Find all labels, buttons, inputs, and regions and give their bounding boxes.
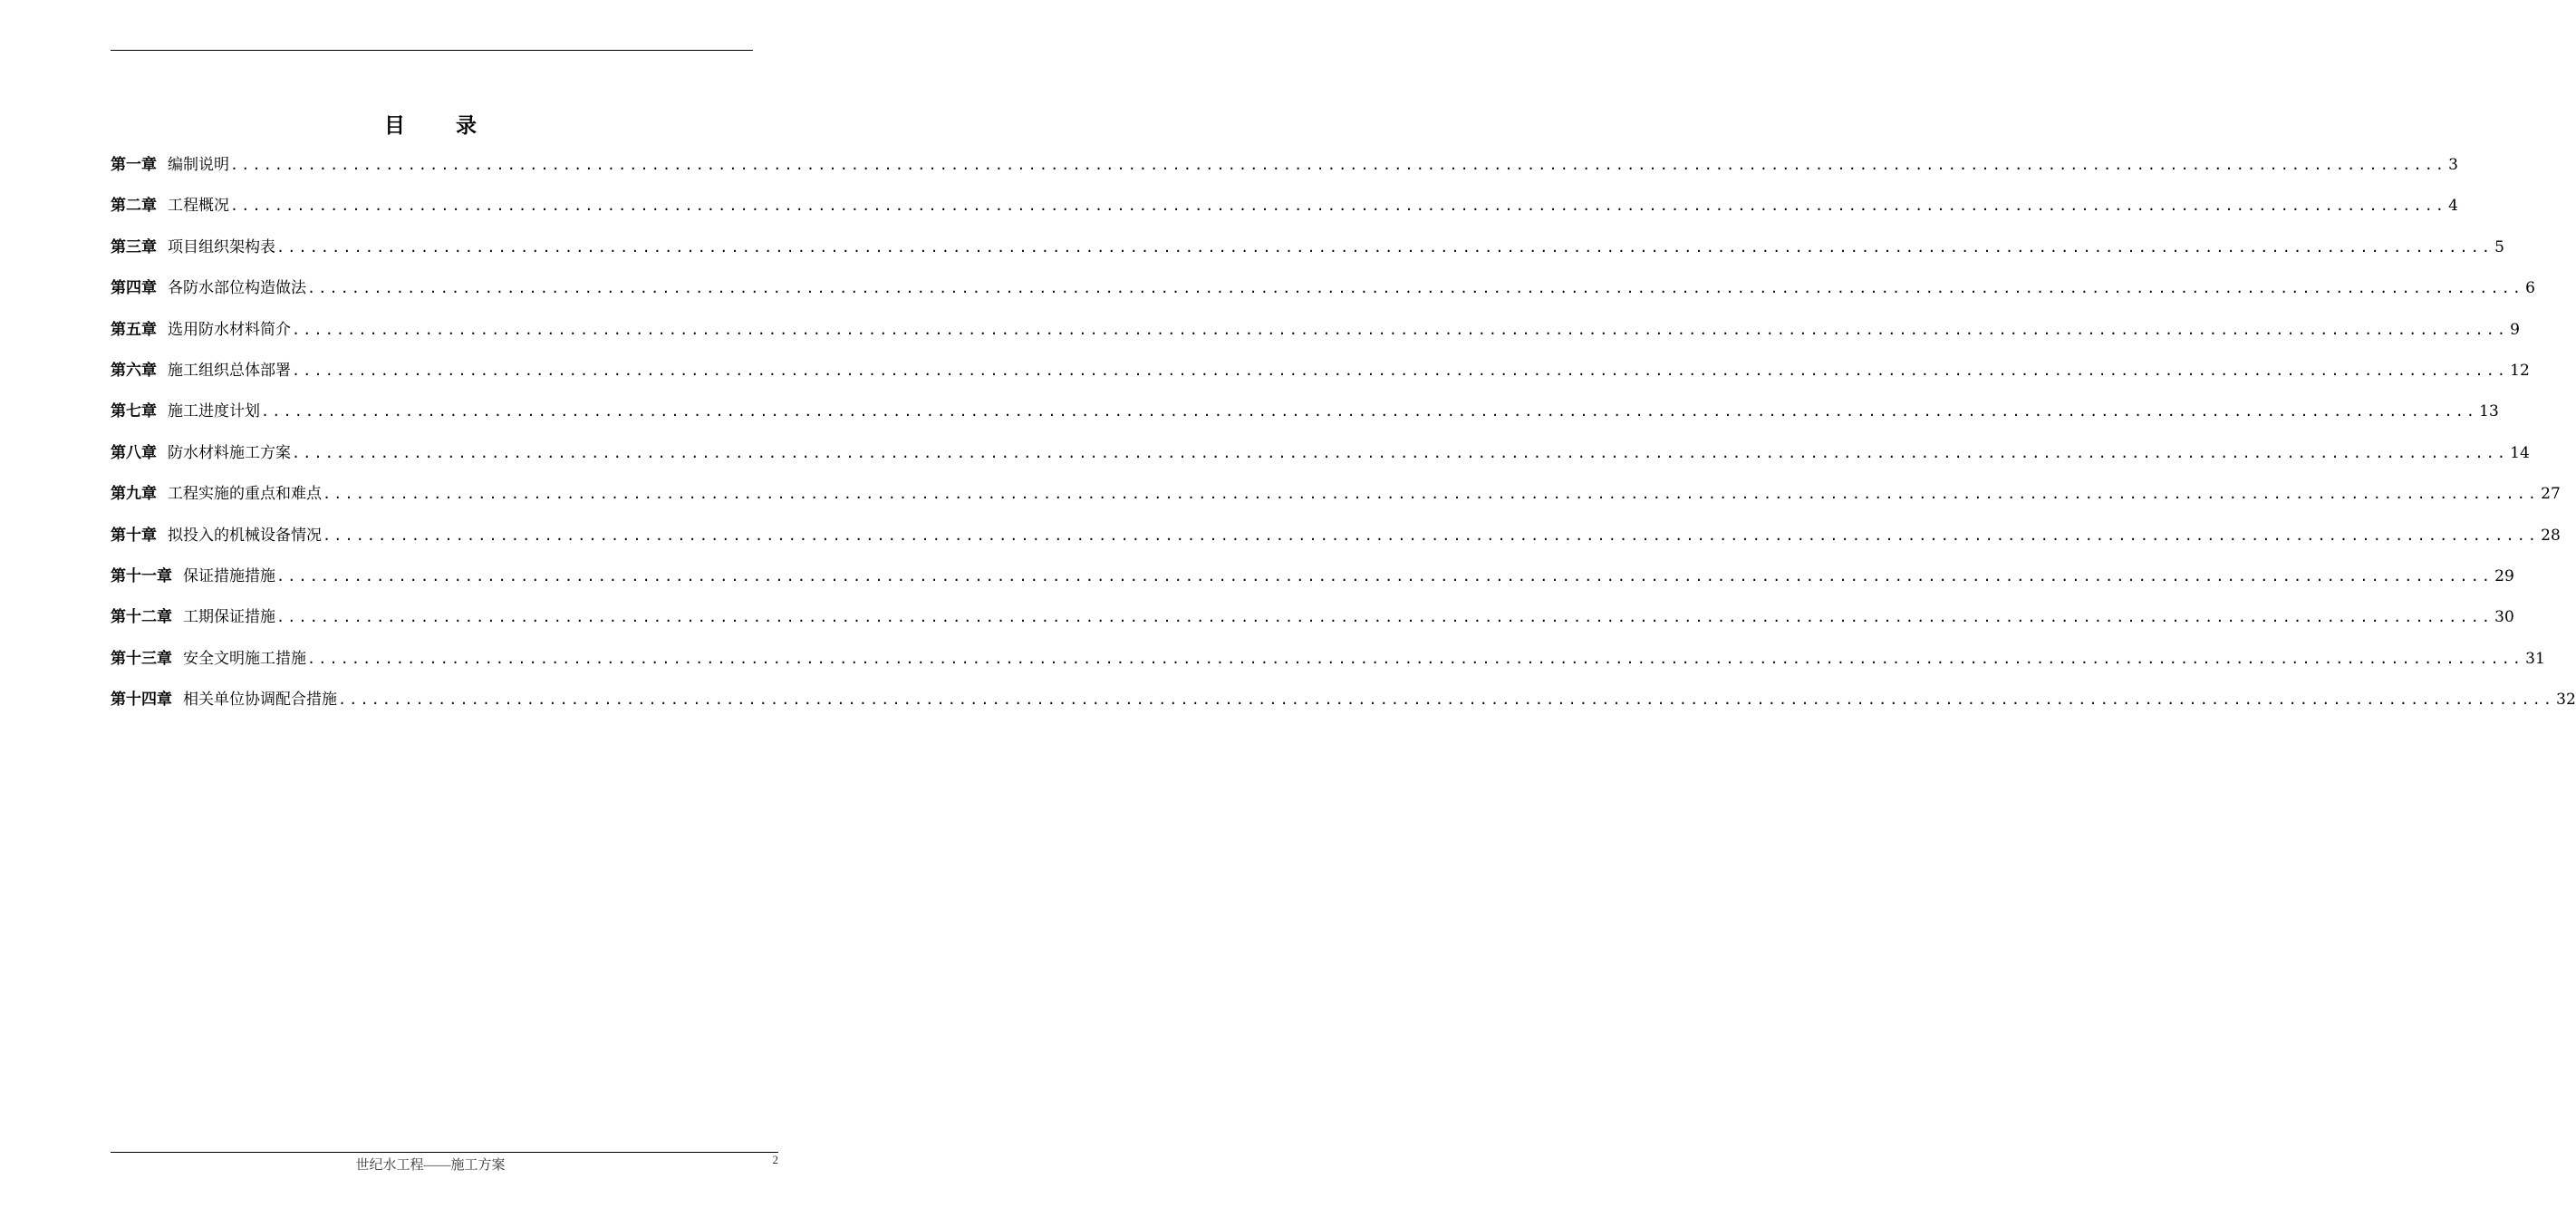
toc-dot-leader: ........................................................................................................................................................................................................ xyxy=(292,362,2509,379)
toc-entry-4[interactable] xyxy=(111,274,2535,314)
toc-dot-leader: ........................................................................................................................................................................................................ xyxy=(292,444,2509,461)
toc-chapter-label: 第十一章 xyxy=(111,566,172,585)
toc-chapter-label: 第十二章 xyxy=(111,608,172,627)
toc-dot-leader: ........................................................................................................................................................................................................ xyxy=(307,650,2524,667)
toc-dot-leader: ........................................................................................................................................................................................................ xyxy=(307,280,2524,297)
toc-chapter-label: 第八章 xyxy=(111,443,157,462)
toc-page-number: 14 xyxy=(2510,443,2530,462)
toc-entry-title: 施工组织总体部署 xyxy=(168,361,291,380)
toc-page-number: 4 xyxy=(2448,197,2458,216)
toc-entry-6[interactable] xyxy=(111,356,2530,397)
toc-page-number: 3 xyxy=(2448,156,2458,174)
toc-title: 目 录 xyxy=(383,113,498,138)
toc-dot-leader: ........................................................................................................................................................................................................ xyxy=(276,567,2494,585)
toc-page-number: 29 xyxy=(2494,566,2514,585)
toc-entry-12[interactable] xyxy=(111,603,2514,643)
toc-dot-leader: ........................................................................................................................................................................................................ xyxy=(276,238,2494,256)
toc-entry-title: 各防水部位构造做法 xyxy=(168,279,306,298)
toc-entry-title: 拟投入的机械设备情况 xyxy=(168,526,322,545)
toc-entry-title: 编制说明 xyxy=(168,156,229,174)
toc-entry-title: 工期保证措施 xyxy=(183,608,275,627)
toc-entry-5[interactable] xyxy=(111,315,2520,356)
toc-entry-7[interactable] xyxy=(111,397,2499,438)
toc-entry-8[interactable] xyxy=(111,439,2530,479)
toc-page-number: 32 xyxy=(2556,691,2576,710)
toc-chapter-label: 第九章 xyxy=(111,485,157,504)
toc-dot-leader: ........................................................................................................................................................................................................ xyxy=(261,403,2478,420)
toc-page-number: 28 xyxy=(2541,526,2561,545)
toc-chapter-label: 第三章 xyxy=(111,237,157,256)
toc-page-number: 5 xyxy=(2494,237,2504,256)
toc-chapter-label: 第十章 xyxy=(111,526,157,545)
toc-chapter-label: 第一章 xyxy=(111,156,157,174)
toc-page-number: 12 xyxy=(2510,361,2530,380)
toc-entry-3[interactable] xyxy=(111,233,2504,274)
toc-dot-leader: ........................................................................................................................................................................................................ xyxy=(276,609,2494,626)
toc-dot-leader: ........................................................................................................................................................................................................ xyxy=(292,321,2509,338)
toc-entry-title: 相关单位协调配合措施 xyxy=(183,691,337,710)
toc-entry-9[interactable] xyxy=(111,479,2561,520)
toc-entry-1[interactable] xyxy=(111,150,2458,191)
table-of-contents xyxy=(111,150,2576,726)
toc-page-number: 9 xyxy=(2510,320,2520,339)
toc-dot-leader: ........................................................................................................................................................................................................ xyxy=(230,198,2447,215)
toc-page-number: 30 xyxy=(2494,608,2514,627)
toc-entry-title: 选用防水材料简介 xyxy=(168,320,291,339)
toc-chapter-label: 第四章 xyxy=(111,279,157,298)
toc-entry-title: 安全文明施工措施 xyxy=(183,649,306,668)
footer-page-number: 2 xyxy=(772,1153,778,1166)
toc-entry-13[interactable] xyxy=(111,644,2545,685)
toc-entry-10[interactable] xyxy=(111,521,2561,562)
toc-entry-2[interactable] xyxy=(111,191,2458,232)
footer-title: 世纪水工程——施工方案 xyxy=(355,1158,506,1173)
toc-entry-title: 施工进度计划 xyxy=(168,402,260,421)
toc-entry-title: 工程概况 xyxy=(168,197,229,216)
toc-dot-leader: ........................................................................................................................................................................................................ xyxy=(323,527,2540,544)
header-rule xyxy=(111,50,753,51)
toc-dot-leader: ........................................................................................................................................................................................................ xyxy=(323,486,2540,503)
toc-chapter-label: 第五章 xyxy=(111,320,157,339)
toc-entry-title: 防水材料施工方案 xyxy=(168,443,291,462)
toc-entry-title: 工程实施的重点和难点 xyxy=(168,485,322,504)
toc-dot-leader: ........................................................................................................................................................................................................ xyxy=(230,157,2447,173)
footer-rule xyxy=(111,1152,778,1153)
toc-chapter-label: 第七章 xyxy=(111,402,157,421)
toc-entry-title: 保证措施措施 xyxy=(183,566,275,585)
toc-dot-leader: ........................................................................................................................................................................................................ xyxy=(338,691,2555,709)
toc-page-number: 31 xyxy=(2525,649,2545,668)
toc-entry-14[interactable] xyxy=(111,685,2576,726)
toc-entry-title: 项目组织架构表 xyxy=(168,237,275,256)
toc-page-number: 6 xyxy=(2525,279,2535,298)
toc-page-number: 27 xyxy=(2541,485,2561,504)
toc-page-number: 13 xyxy=(2479,402,2499,421)
toc-entry-11[interactable] xyxy=(111,562,2514,603)
toc-chapter-label: 第二章 xyxy=(111,197,157,216)
toc-chapter-label: 第十三章 xyxy=(111,649,172,668)
toc-chapter-label: 第十四章 xyxy=(111,691,172,710)
toc-chapter-label: 第六章 xyxy=(111,361,157,380)
